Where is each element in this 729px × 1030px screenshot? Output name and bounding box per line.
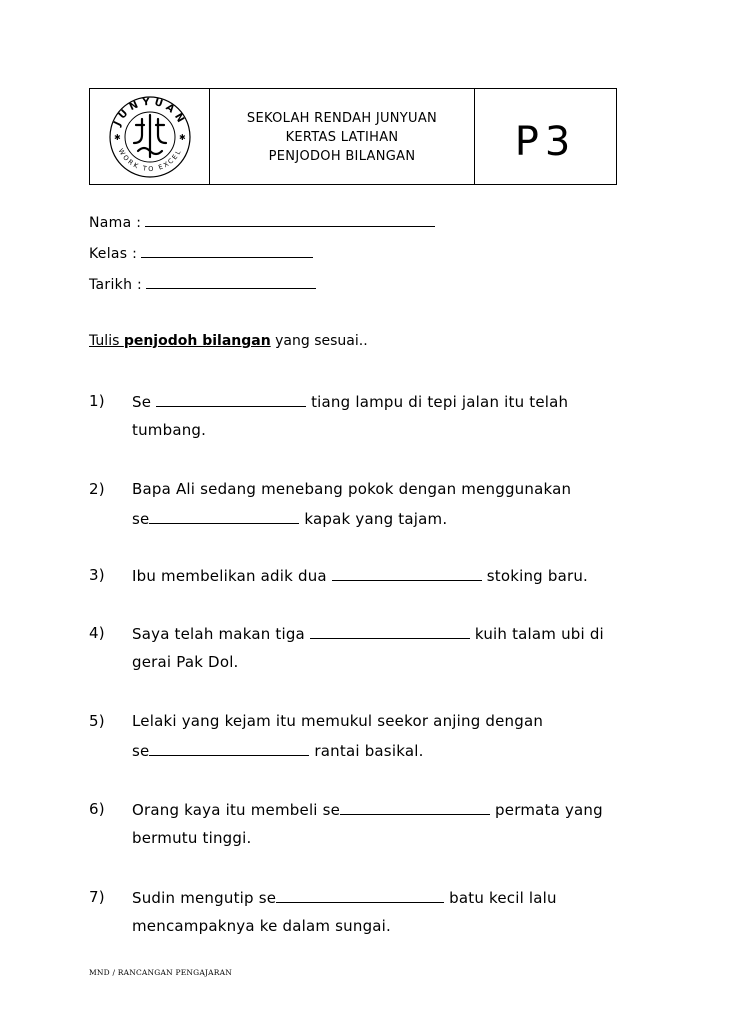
question-text: kapak yang tajam. <box>299 510 448 528</box>
title-cell <box>210 89 475 184</box>
question-text: Se <box>132 393 157 411</box>
question-text: permata yang <box>490 801 603 819</box>
question-number: 6) <box>89 800 105 818</box>
question-text: rantai basikal. <box>309 742 424 760</box>
logo-ring-top-text: JUNYUAN <box>111 96 188 128</box>
class-input-line[interactable] <box>141 243 313 258</box>
paper-type: KERTAS LATIHAN <box>285 130 399 145</box>
logo-cell <box>90 89 210 184</box>
topic-title: PENJODOH BILANGAN <box>268 149 416 164</box>
school-logo <box>108 95 192 179</box>
answer-blank[interactable] <box>332 566 482 581</box>
question-text: Bapa Ali sedang menebang pokok dengan menggunakan <box>132 480 572 498</box>
name-field <box>89 212 435 232</box>
name-input-line[interactable] <box>145 212 435 227</box>
question-text: kuih talam ubi di <box>469 625 604 643</box>
question-number: 1) <box>89 392 105 410</box>
question-text: tiang lampu di tepi jalan itu telah <box>306 393 569 411</box>
instruction-suffix: yang sesuai.. <box>270 333 368 349</box>
question-text: se <box>132 742 150 760</box>
question-text: se <box>132 510 150 528</box>
grade-code: P3 <box>514 118 577 165</box>
question-number: 3) <box>89 566 105 584</box>
date-field <box>89 274 316 294</box>
question-text: Lelaki yang kejam itu memukul seekor anjing dengan <box>132 712 544 730</box>
answer-blank[interactable] <box>156 392 306 407</box>
question-number: 7) <box>89 888 105 906</box>
code-cell <box>475 89 616 184</box>
svg-text:✱: ✱ <box>178 132 186 142</box>
question-text: gerai Pak Dol. <box>132 653 239 671</box>
class-field <box>89 243 313 263</box>
worksheet-header <box>89 88 617 185</box>
question-text: batu kecil lalu <box>444 889 557 907</box>
answer-blank[interactable] <box>149 741 309 756</box>
question-text: Orang kaya itu membeli se <box>132 801 341 819</box>
instruction <box>89 333 368 349</box>
footer-text: MND / RANCANGAN PENGAJARAN <box>89 968 232 977</box>
answer-blank[interactable] <box>276 888 444 903</box>
question-number: 4) <box>89 624 105 642</box>
name-label: Nama : <box>89 215 142 231</box>
instruction-prefix: Tulis <box>89 333 124 349</box>
question-text: mencampaknya ke dalam sungai. <box>132 917 392 935</box>
class-label: Kelas : <box>89 246 138 262</box>
answer-blank[interactable] <box>149 509 299 524</box>
date-input-line[interactable] <box>146 274 316 289</box>
date-label: Tarikh : <box>89 277 143 293</box>
answer-blank[interactable] <box>340 800 490 815</box>
svg-text:✱: ✱ <box>113 132 121 142</box>
school-name: SEKOLAH RENDAH JUNYUAN <box>246 111 438 126</box>
question-text: Saya telah makan tiga <box>132 625 310 643</box>
question-text: Sudin mengutip se <box>132 889 277 907</box>
question-number: 5) <box>89 712 105 730</box>
answer-blank[interactable] <box>310 624 470 639</box>
question-text: tumbang. <box>132 421 207 439</box>
logo-ring-bottom-text: WORK TO EXCEL <box>116 146 183 173</box>
logo-emblem-icon <box>134 115 166 157</box>
instruction-keyword: penjodoh bilangan <box>123 333 271 349</box>
question-text: Ibu membelikan adik dua <box>132 567 332 585</box>
question-text: bermutu tinggi. <box>132 829 252 847</box>
question-number: 2) <box>89 480 105 498</box>
question-text: stoking baru. <box>481 567 589 585</box>
